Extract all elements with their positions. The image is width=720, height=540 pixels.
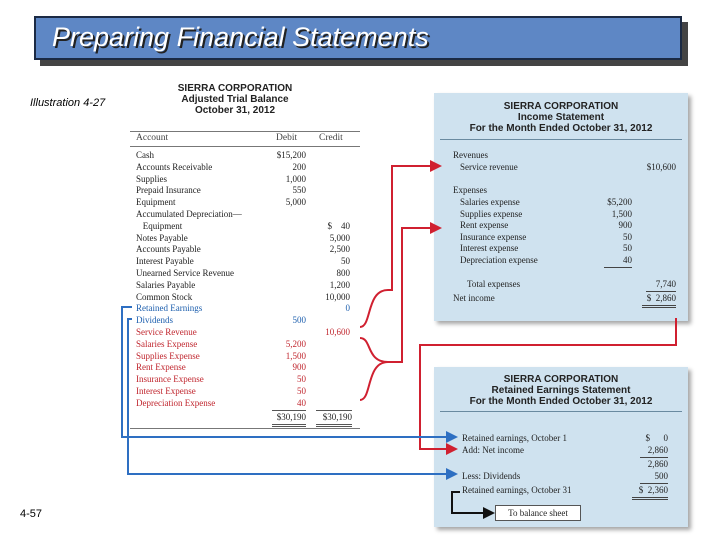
is-expense-label: Insurance expense	[460, 231, 527, 242]
re-begin-value: $ 0	[645, 433, 668, 443]
tb-debit: 200	[292, 161, 306, 172]
is-expense-value: $5,200	[607, 197, 632, 207]
tb-debit: 550	[292, 185, 306, 196]
tb-credit: 0	[345, 303, 350, 314]
to-balance-sheet-box: To balance sheet	[495, 505, 581, 521]
re-less-label: Less: Dividends	[462, 471, 521, 481]
net-income-arrow	[420, 318, 676, 449]
tb-total-debit: $30,190	[276, 412, 306, 422]
re-company: SIERRA CORPORATION	[503, 374, 619, 385]
tb-account: Insurance Expense	[136, 374, 204, 385]
tb-col-debit: Debit	[276, 133, 298, 143]
is-total-expenses-label: Total expenses	[467, 279, 521, 289]
is-statement: Income Statement	[517, 112, 605, 123]
is-expense-label: Rent expense	[460, 220, 509, 230]
tb-account: Interest Payable	[136, 256, 194, 267]
is-service-revenue-label: Service revenue	[460, 162, 518, 172]
is-expenses-label: Expenses	[453, 185, 487, 195]
tb-debit: 5,000	[285, 197, 306, 208]
tb-account: Accumulated Depreciation—	[136, 209, 242, 219]
tb-debit: 50	[297, 386, 306, 396]
dividends-arrow	[128, 319, 456, 474]
tb-debit: 900	[292, 362, 306, 373]
is-company: SIERRA CORPORATION	[503, 101, 619, 112]
to-balance-sheet-arrow	[452, 492, 493, 513]
re-end-value: $ 2,360	[638, 485, 668, 495]
is-expense-label: Supplies expense	[460, 208, 523, 219]
re-statement: Retained Earnings Statement	[491, 385, 631, 396]
is-net-income-value: $ 2,860	[646, 293, 676, 303]
retained-earnings-arrow	[122, 307, 456, 437]
re-begin-label: Retained earnings, October 1	[462, 433, 567, 443]
tb-account: Retained Earnings	[136, 303, 203, 314]
tb-account: Interest Expense	[136, 386, 196, 396]
tb-credit: 50	[341, 256, 350, 267]
tb-account: Equipment	[136, 220, 183, 231]
tb-account: Unearned Service Revenue	[136, 268, 234, 278]
tb-debit: 1,500	[285, 350, 306, 361]
tb-credit: 10,000	[325, 291, 350, 302]
tb-debit: 500	[292, 315, 306, 326]
tb-account: Notes Payable	[136, 232, 188, 243]
tb-credit: 1,200	[329, 279, 350, 290]
tb-company: SIERRA CORPORATION	[177, 83, 293, 94]
is-expense-value: 900	[618, 220, 632, 230]
tb-account: Prepaid Insurance	[136, 185, 201, 196]
is-expense-value: 1,500	[611, 208, 632, 219]
is-net-income-label: Net income	[453, 293, 495, 303]
tb-account: Accounts Receivable	[136, 161, 213, 172]
tb-account: Accounts Payable	[136, 244, 201, 255]
tb-account: Equipment	[136, 197, 176, 208]
tb-credit: 5,000	[329, 232, 350, 243]
slide-title: Preparing Financial Statements	[52, 22, 429, 52]
tb-col-credit: Credit	[319, 133, 343, 143]
tb-account: Salaries Payable	[136, 279, 196, 290]
tb-debit: 50	[297, 374, 306, 385]
is-revenues-label: Revenues	[453, 150, 488, 160]
tb-account: Salaries Expense	[136, 338, 198, 349]
expenses-arrow	[360, 228, 440, 362]
illustration-label: Illustration 4-27	[30, 97, 106, 109]
tb-debit: $15,200	[276, 150, 306, 160]
tb-account: Common Stock	[136, 291, 193, 302]
re-period: For the Month Ended October 31, 2012	[469, 396, 653, 407]
tb-account: Cash	[136, 150, 154, 160]
tb-account: Rent Expense	[136, 362, 186, 373]
tb-account: Supplies Expense	[136, 350, 200, 361]
tb-credit: 10,600	[325, 327, 350, 337]
is-period: For the Month Ended October 31, 2012	[469, 123, 653, 134]
slide-number: 4-57	[20, 508, 43, 520]
is-service-revenue-value: $10,600	[646, 162, 676, 172]
is-expense-value: 50	[623, 243, 632, 253]
revenue-arrow	[360, 166, 440, 327]
tb-account: Supplies	[136, 173, 168, 184]
is-total-expenses-value: 7,740	[655, 279, 676, 289]
tb-account: Service Revenue	[136, 327, 197, 337]
tb-col-account: Account	[136, 133, 169, 143]
is-expense-value: 50	[623, 231, 632, 242]
is-expense-label: Salaries expense	[460, 197, 520, 207]
re-less-value: 500	[654, 471, 668, 481]
tb-credit: 2,500	[329, 244, 350, 255]
is-expense-value: 40	[623, 254, 632, 265]
re-subtotal-value: 2,860	[647, 459, 668, 469]
re-add-label: Add: Net income	[462, 445, 524, 455]
tb-credit: $ 40	[327, 220, 350, 231]
tb-credit: 800	[336, 268, 350, 278]
tb-total-credit: $30,190	[322, 412, 352, 422]
tb-account: Dividends	[136, 315, 173, 326]
re-add-value: 2,860	[647, 445, 668, 455]
expenses-brace	[360, 362, 388, 400]
re-end-label: Retained earnings, October 31	[462, 485, 572, 495]
tb-debit: 5,200	[285, 338, 306, 349]
is-expense-label: Interest expense	[460, 243, 519, 253]
tb-statement: Adjusted Trial Balance	[181, 94, 289, 105]
tb-date: October 31, 2012	[194, 105, 276, 116]
is-expense-label: Depreciation expense	[460, 254, 538, 265]
tb-debit: 1,000	[285, 173, 306, 184]
tb-debit: 40	[297, 397, 306, 408]
tb-account: Depreciation Expense	[136, 397, 216, 408]
